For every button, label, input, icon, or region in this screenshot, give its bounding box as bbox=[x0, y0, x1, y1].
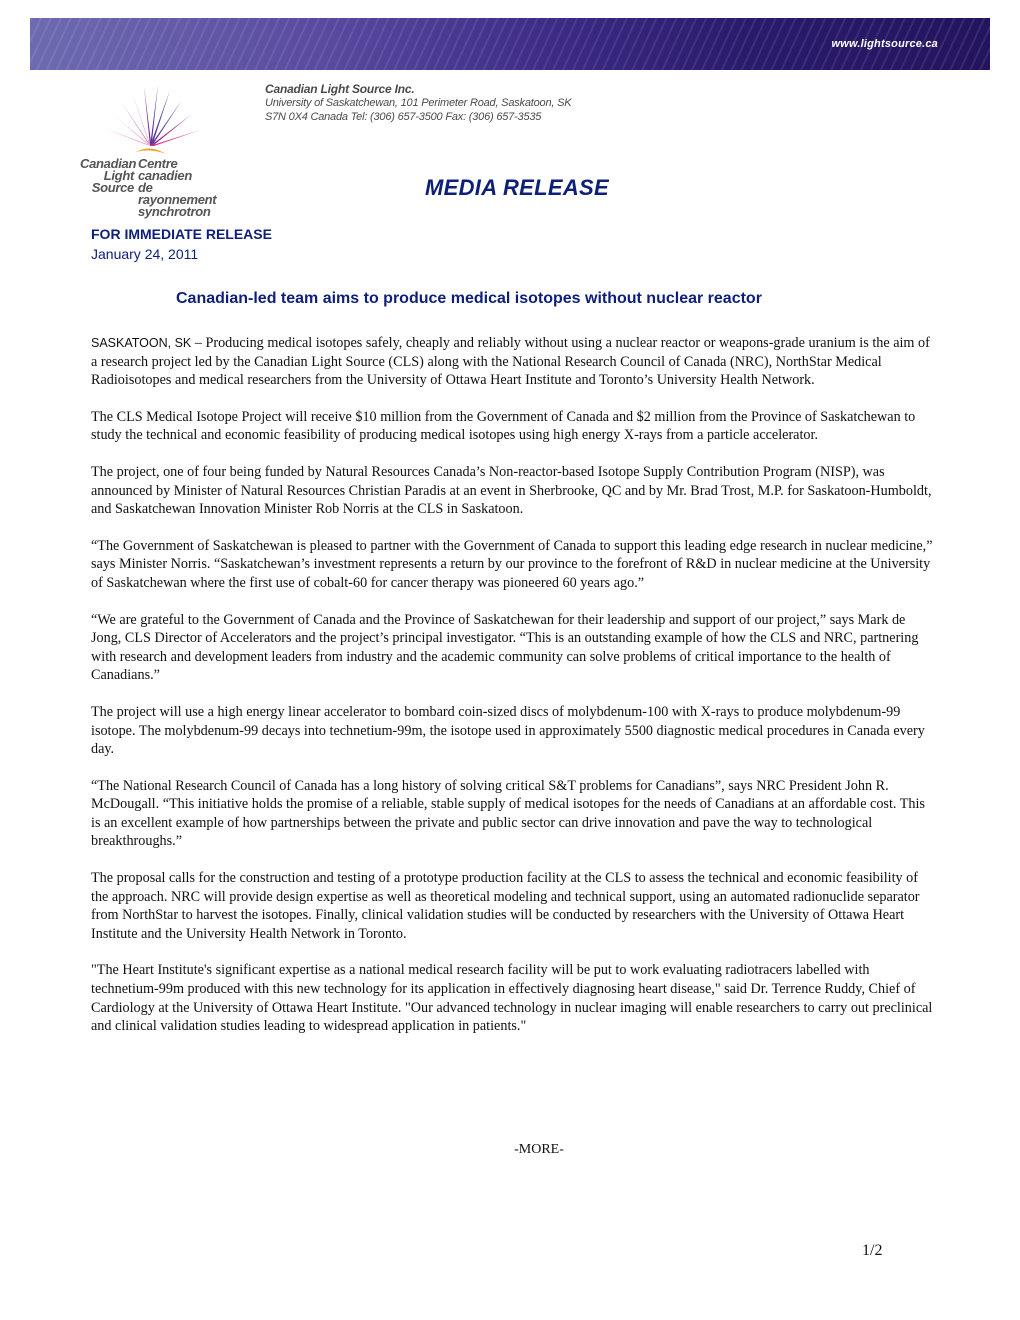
paragraph-4: “The Government of Saskatchewan is pleased to partner with the Government of Canada to support this leading edge research in nuclear medicine,” says Minister Norris. “Saskatchewan’s investment represents a return by our province to the forefront of R&D in nuclear medicine at the University of Saskatchewan where the first use of cobalt-60 for cancer therapy was pioneered 60 years ago.” bbox=[91, 537, 933, 591]
immediate-release-label: FOR IMMEDIATE RELEASE bbox=[91, 226, 272, 242]
organization-name: Canadian Light Source Inc. bbox=[265, 82, 415, 96]
organization-address bbox=[265, 82, 571, 124]
paragraph-8: The proposal calls for the construction and testing of a prototype production facility at the CLS to assess the technical and economic feasibility of the approach. NRC will provide design expertise as well as theoretical modeling and technical support, using an automated radionuclide separator from NorthStar to harvest the isotopes. Finally, clinical validation studies will be conducted by researchers with the University of Ottawa Heart Institute and the University Health Network in Toronto. bbox=[91, 870, 920, 942]
address-line-1: University of Saskatchewan, 101 Perimeter Road, Saskatoon, SK bbox=[265, 97, 572, 109]
release-body bbox=[91, 334, 936, 1036]
starburst-logo-icon bbox=[80, 78, 225, 158]
headline: Canadian-led team aims to produce medical isotopes without nuclear reactor bbox=[176, 290, 762, 307]
media-release-title: MEDIA RELEASE bbox=[425, 175, 609, 200]
paragraph-6: The project will use a high energy linear accelerator to bombard coin-sized discs of molybdenum-100 with X-rays to produce molybdenum-99 isotope. The molybdenum-99 decays into technetium-99m, the isotope used in approximately 5500 diagnostic medical procedures in Canada every day. bbox=[91, 703, 925, 758]
release-date: January 24, 2011 bbox=[91, 246, 199, 262]
address-line-2: S7N 0X4 Canada Tel: (306) 657-3500 Fax: (306) 657-3535 bbox=[265, 111, 542, 123]
dateline: SASKATOON, SK bbox=[91, 336, 192, 350]
paragraph-1: SASKATOON, SK – Producing medical isotopes safely, cheaply and reliably without using a nuclear reactor or weapons-grade uranium is the aim of a research project led by the Canadian Light Source (CLS) along with the National Research Council of Canada (NRC), NorthStar Medical Radioisotopes and medical researchers from the University of Ottawa Heart Institute and Toronto’s University Health Network. bbox=[91, 335, 930, 389]
logo-text-english: Canadian Light Source bbox=[80, 156, 137, 195]
cls-logo bbox=[80, 78, 225, 219]
header-banner bbox=[30, 18, 990, 70]
logo-text-french: Centre canadien de rayonnement synchrotron bbox=[138, 156, 217, 219]
paragraph-2: The CLS Medical Isotope Project will receive $10 million from the Government of Canada and $2 million from the Province of Saskatchewan to study the technical and economic feasibility of producing medical isotopes using high energy X-rays from a particle accelerator. bbox=[91, 408, 916, 444]
paragraph-3: The project, one of four being funded by Natural Resources Canada’s Non-reactor-based Isotope Supply Contribution Program (NISP), was announced by Minister of Natural Resources Christian Paradis at an event in Sherbrooke, QC and by Mr. Brad Trost, M.P. for Saskatoon-Humboldt, and Saskatchewan Innovation Minister Rob Norris at the CLS in Saskatoon. bbox=[91, 463, 932, 518]
website-url[interactable]: www.lightsource.ca bbox=[831, 38, 938, 50]
more-marker: -MORE- bbox=[514, 1142, 564, 1157]
paragraph-7: “The National Research Council of Canada has a long history of solving critical S&T problems for Canadians”, says NRC President John R. McDougall. “This initiative holds the promise of a reliable, stable supply of medical isotopes for the needs of Canadians at an affordable cost. This is an excellent example of how partnerships between the private and public sector can drive innovation and pave the way to technological breakthroughs.” bbox=[91, 777, 925, 850]
paragraph-5: “We are grateful to the Government of Canada and the Province of Saskatchewan for their leadership and support of our project,” says Mark de Jong, CLS Director of Accelerators and the project’s principal investigator. “This is an outstanding example of how the CLS and NRC, partnering with research and development leaders from industry and the academic community can solve problems of critical importance to the health of Canadians.” bbox=[91, 611, 919, 684]
paragraph-9: "The Heart Institute's significant expertise as a national medical research facility will be put to work evaluating radiotracers labelled with technetium-99m produced with this new technology for its application in effectively diagnosing heart disease," said Dr. Terrence Ruddy, Chief of Cardiology at the University of Ottawa Heart Institute. "Our advanced technology in nuclear imaging will enable researchers to carry out preclinical and clinical validation studies leading to widespread application in patients." bbox=[91, 962, 933, 1035]
page-number: 1/2 bbox=[862, 1242, 883, 1259]
